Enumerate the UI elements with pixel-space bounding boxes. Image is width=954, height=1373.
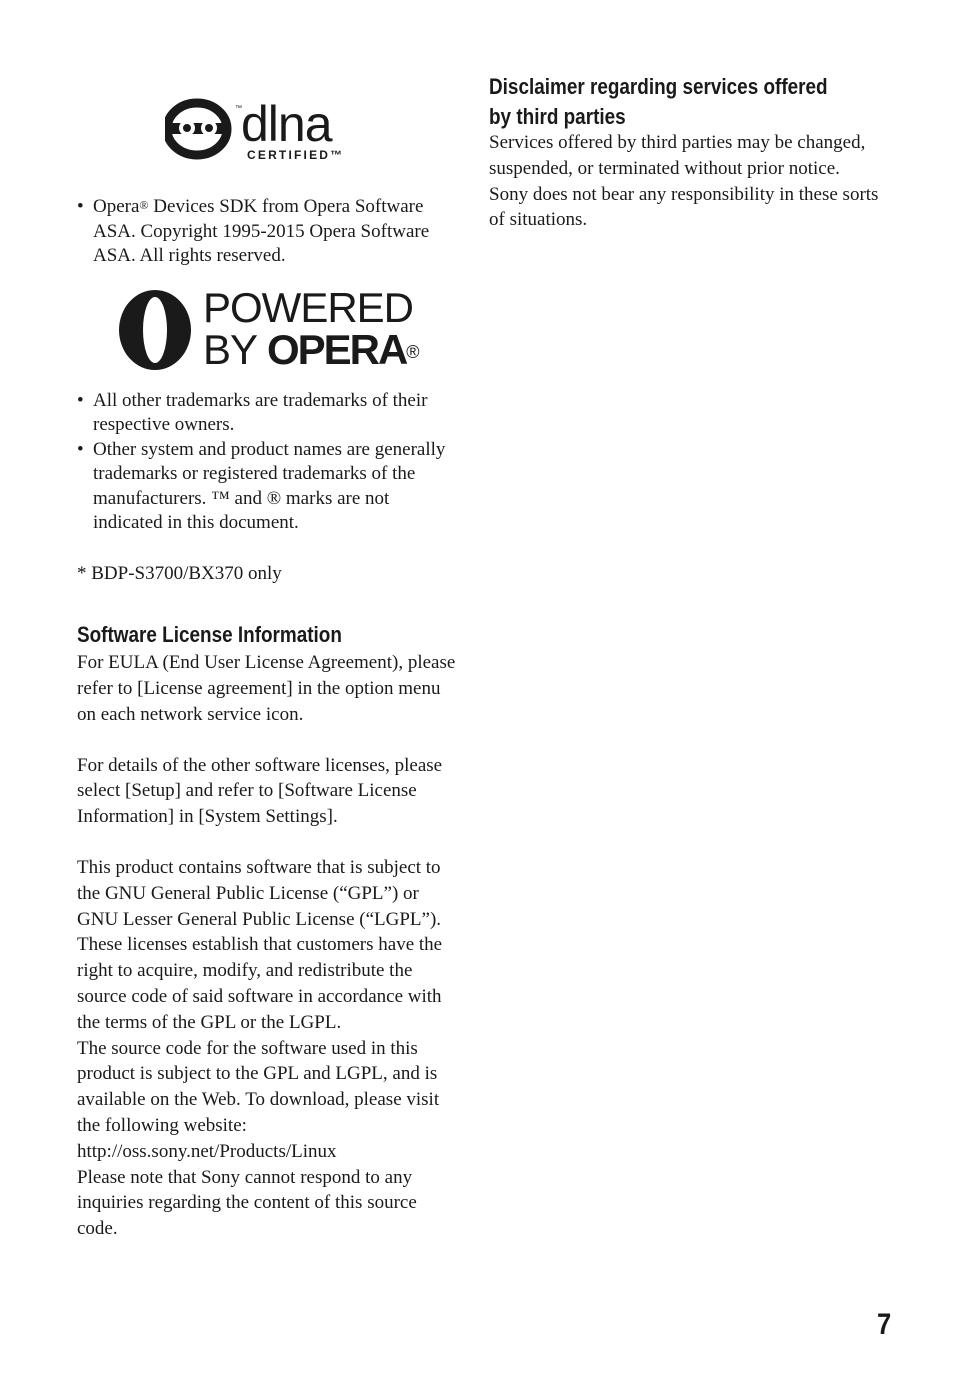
disclaimer-heading: Disclaimer regarding services offered by third parties (489, 74, 828, 129)
left-column (77, 96, 457, 1242)
powered-by-opera-logo (117, 285, 457, 375)
dlna-certified-text: CERTIFIED™ (247, 148, 345, 162)
opera-o-icon (117, 288, 193, 372)
trademark-list (77, 389, 457, 536)
eula-paragraph: For EULA (End User License Agreement), please refer to [License agreement] in the option menu on each network service icon. (77, 652, 456, 725)
opera-logo-line1: POWERED (203, 283, 414, 331)
model-footnote: * BDP-S3700/BX370 only (77, 562, 282, 584)
dlna-wordmark: dlna (241, 96, 332, 152)
inquiries-paragraph: Please note that Sony cannot respond to any inquiries regarding the content of this source code. (77, 1166, 417, 1240)
other-licenses-paragraph: For details of the other software licenses, please select [Setup] and refer to [Software License Information] in [System Settings]. (77, 754, 443, 828)
page-number: 7 (877, 1308, 892, 1341)
software-license-heading: Software License Information (77, 622, 342, 648)
source-code-paragraph: The source code for the software used in this product is subject to the GPL and LGPL, and is available on the Web. To download, please visit the following website: (77, 1037, 440, 1137)
gpl-paragraph: This product contains software that is subject to the GNU General Public License (“GPL”) or GNU Lesser General Public License (“LGPL”). These licenses establish that customers have the right to acquire, modify, and redistribute the source code of said software in accordance with the terms of the GPL or the LGPL. (77, 857, 443, 1033)
source-code-url: http://oss.sony.net/Products/Linux (77, 1140, 337, 1162)
list-item: • All other trademarks are trademarks of their respective owners. (77, 389, 428, 435)
list-item: • Other system and product names are generally trademarks or registered trademarks of the manufacturers. ™ and ® marks are not indicated in this document. (77, 438, 446, 533)
dlna-tm: ™ (235, 105, 242, 112)
dlna-certified-logo (165, 96, 365, 166)
opera-logo-line2: BY OPERA® (203, 325, 419, 373)
right-column (489, 72, 879, 233)
opera-sdk-list (77, 195, 457, 269)
list-item: • Opera® Devices SDK from Opera Software ASA. Copyright 1995-2015 Opera Software ASA. All rights reserved. (77, 196, 430, 266)
disclaimer-paragraph: Services offered by third parties may be changed, suspended, or terminated without prior notice. Sony does not bear any responsibility in these sorts of situations. (489, 132, 879, 231)
